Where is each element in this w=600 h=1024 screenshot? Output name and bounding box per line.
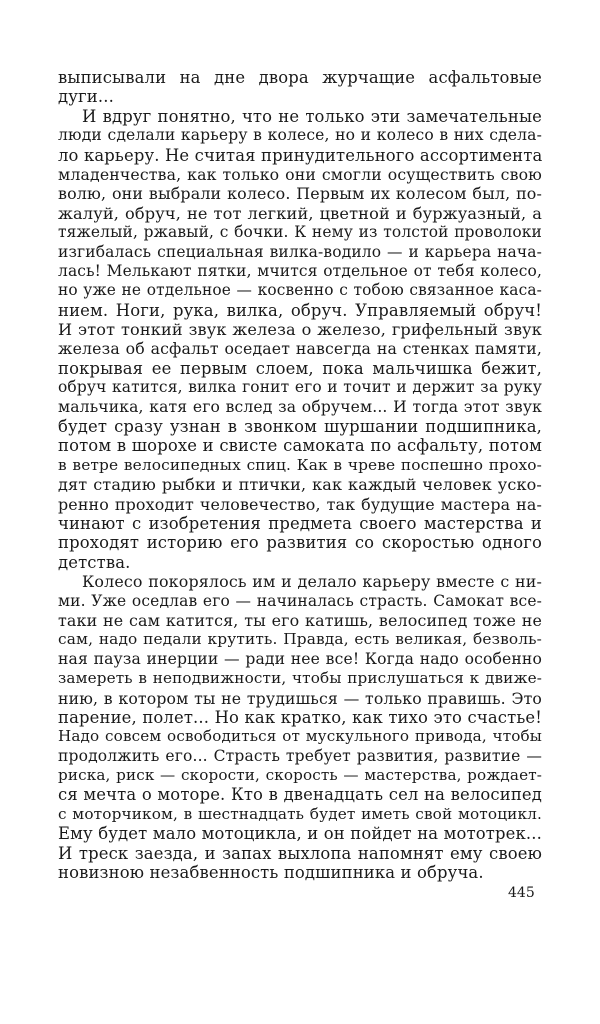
text-line: но уже не отдельное — косвенно с тобою связанное каса- <box>58 281 542 300</box>
text-line: покрывая ее первым слоем, пока мальчишка бежит, <box>58 358 542 378</box>
text-line: ренно проходит человечество, так будущие мастера на- <box>58 494 542 514</box>
text-line: младенчества, как только они смогли осуществить свою <box>58 164 542 184</box>
text-line: жалуй, обруч, не тот легкий, цветной и буржуазный, а <box>58 203 542 223</box>
text-line: Ему будет мало мотоцикла, и он пойдет на мототрек... <box>58 824 542 844</box>
text-line: чинают с изобретения предмета своего мастерства и <box>58 513 542 533</box>
text-line: нием. Ноги, рука, вилка, обруч. Управляемый обруч! <box>58 300 542 320</box>
text-line: детства. <box>58 552 131 572</box>
text-line: продолжить его... Страсть требует развития, развитие — <box>58 746 542 765</box>
text-line: изгибалась специальная вилка-водило — и карьера нача- <box>58 242 542 261</box>
text-line: сам, надо педали крутить. Правда, есть великая, безволь- <box>58 630 542 649</box>
text-line: парение, полет... Но как кратко, как тихо это счастье! <box>58 707 542 727</box>
text-line: люди сделали карьеру в колесе, но и колесо в них сдела- <box>58 126 542 145</box>
text-line: в ветре велосипедных спиц. Как в чреве поспешно прохо- <box>58 455 542 474</box>
text-line: дят стадию рыбки и птички, как каждый человек уско- <box>58 475 542 495</box>
text-line: И треск заезда, и запах выхлопа напомнят ему своею <box>58 843 542 863</box>
text-line: железа об асфальт оседает навсегда на стенках памяти, <box>58 339 542 359</box>
page-number: 445 <box>508 885 535 901</box>
text-line: волю, они выбрали колесо. Первым их колесом был, по- <box>58 184 542 204</box>
text-line: будет сразу узнан в звонком шуршании подшипника, <box>58 417 542 437</box>
text-line: ся мечта о моторе. Кто в двенадцать сел на велосипед <box>58 785 542 805</box>
text-line: Надо совсем освободиться от мускульного привода, чтобы <box>58 727 542 746</box>
text-line: ло карьеру. Не считая принудительного ассортимента <box>58 145 543 165</box>
text-line: лась! Мелькают пятки, мчится отдельное от тебя колесо, <box>58 261 542 280</box>
text-line: И этот тонкий звук железа о железо, грифельный звук <box>58 320 542 340</box>
text-line: нию, в котором ты не трудишься — только правишь. Это <box>58 688 542 708</box>
text-line: тяжелый, ржавый, с бочки. К нему из толстой проволоки <box>58 223 542 242</box>
text-line: замереть в неподвижности, чтобы прислушаться к движе- <box>58 669 542 688</box>
text-line: потом в шорохе и свисте самоката по асфальту, потом <box>58 436 542 456</box>
text-line: с моторчиком, в шестнадцать будет иметь свой мотоцикл. <box>58 804 542 823</box>
text-line: И вдруг понятно, что не только эти замечательные <box>82 106 542 126</box>
text-line: новизною незабвенность подшипника и обруча. <box>58 863 484 883</box>
text-line: мальчика, катя его вслед за обручем... И тогда этот звук <box>58 397 542 416</box>
page-text <box>58 68 542 882</box>
text-line: дуги... <box>58 87 114 107</box>
text-line: Колесо покорялось им и делало карьеру вместе с ни- <box>82 572 542 592</box>
text-line: проходят историю его развития со скоростью одного <box>58 533 542 553</box>
text-line: ная пауза инерции — ради нее все! Когда надо особенно <box>58 649 542 668</box>
text-line: ми. Уже оседлав его — начиналась страсть. Самокат все- <box>58 591 542 610</box>
text-line: риска, риск — скорости, скорость — мастерства, рождает- <box>58 766 542 785</box>
text-line: таки не сам катится, ты его катишь, велосипед тоже не <box>58 610 542 630</box>
text-line: обруч катится, вилка гонит его и точит и держит за руку <box>58 378 542 397</box>
text-line: выписывали на дне двора журчащие асфальтовые <box>58 68 542 87</box>
